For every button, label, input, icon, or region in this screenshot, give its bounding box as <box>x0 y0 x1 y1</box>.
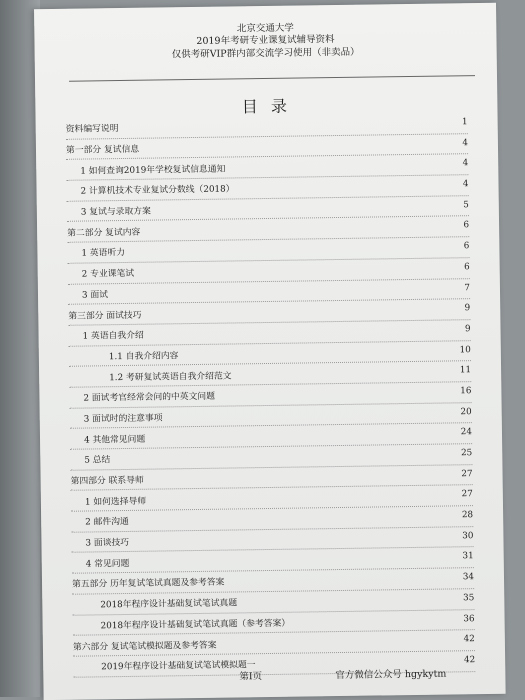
background-left-edge <box>0 0 40 697</box>
toc-entry-title: 资料编写说明 <box>65 124 119 136</box>
toc-entry-title: 4 其他常见问题 <box>83 434 146 446</box>
toc-entry-title: 3 面试 <box>81 290 109 301</box>
toc-entry-title: 3 面试时的注意事项 <box>83 413 163 425</box>
toc-entry-page: 1 <box>461 117 468 128</box>
toc-entry-title: 3 复试与录取方案 <box>80 206 151 218</box>
toc-entry-page: 36 <box>463 613 475 624</box>
toc-entry-page: 6 <box>463 220 470 231</box>
footer-page-number: 第I页 <box>239 671 263 683</box>
toc-entry-title: 2019年程序设计基础复试笔试模拟题一 <box>101 660 256 673</box>
toc-entry-page: 34 <box>462 572 475 583</box>
toc-entry-page: 42 <box>463 655 476 666</box>
toc-entry-page: 4 <box>462 137 469 148</box>
toc-entry-page: 9 <box>464 324 471 335</box>
toc-entry-title: 第四部分 联系导师 <box>70 475 144 487</box>
toc-entry-page: 9 <box>464 303 471 314</box>
header-notice: 仅供考研VIP群内部交流学习使用（非卖品） <box>171 46 360 61</box>
toc-entry-page: 27 <box>461 489 473 500</box>
toc-entry-page: 10 <box>459 344 471 355</box>
toc-entry-page: 31 <box>462 551 474 562</box>
toc-entry-title: 1 英语听力 <box>81 248 126 260</box>
header-rule <box>69 75 475 82</box>
document-page <box>34 3 506 700</box>
header-university: 北京交通大学 <box>236 22 294 35</box>
toc-entry-page: 30 <box>462 530 474 542</box>
toc-entry-page: 6 <box>463 241 470 252</box>
toc-entry-title: 3 面谈技巧 <box>85 538 130 549</box>
toc-entry-page: 7 <box>464 282 471 293</box>
toc-entry-page: 35 <box>463 592 475 604</box>
toc-entry-title: 2 面试考官经常会问的中英文问题 <box>83 392 216 404</box>
toc-entry-page: 28 <box>461 510 474 521</box>
toc-entry-title: 5 总结 <box>84 455 111 466</box>
toc-entry-title: 第三部分 面试技巧 <box>68 310 142 322</box>
toc-entry-page: 20 <box>460 406 472 417</box>
toc-entry-title: 第五部分 历年复试笔试真题及参考答案 <box>71 578 225 591</box>
toc-entry-page: 11 <box>459 365 472 376</box>
header-subtitle: 2019年考研专业课复试辅导资料 <box>196 34 335 47</box>
toc-entry-page: 16 <box>460 386 472 397</box>
toc-entry-page: 4 <box>462 158 469 169</box>
toc-entry-title: 第六部分 复试笔试模拟题及参考答案 <box>72 640 217 653</box>
toc-entry-title: 1 如何选择导师 <box>84 496 147 508</box>
toc-entry-title: 第一部分 复试信息 <box>65 144 140 156</box>
table-of-contents <box>66 113 476 677</box>
toc-entry-title: 2 计算机技术专业复试分数线（2018） <box>80 184 235 197</box>
toc-entry-title: 1 如何查询2019年学校复试信息通知 <box>80 164 226 177</box>
toc-entry-title: 2018年程序设计基础复试笔试真题（参考答案） <box>100 618 291 632</box>
footer-wechat: 官方微信公众号 hgykytm <box>335 668 447 682</box>
toc-entry-title: 2018年程序设计基础复试笔试真题 <box>100 598 238 611</box>
toc-entry-title: 2 邮件沟通 <box>85 517 129 528</box>
toc-entry-page: 4 <box>462 179 469 190</box>
toc-entry-page: 25 <box>460 448 473 459</box>
toc-entry-page: 24 <box>460 427 473 438</box>
toc-entry-page: 5 <box>463 199 469 211</box>
toc-entry-title: 1.2 考研复试英语自我介绍范文 <box>109 371 232 383</box>
toc-entry-title: 1 英语自我介绍 <box>82 330 144 342</box>
toc-entry-title: 第二部分 复试内容 <box>67 227 141 239</box>
toc-entry-title: 2 专业课笔试 <box>81 269 135 280</box>
toc-entry-page: 42 <box>463 634 475 645</box>
toc-title: 目 录 <box>241 96 292 117</box>
toc-entry-title: 1.1 自我介绍内容 <box>108 351 179 363</box>
toc-entry-title: 4 常见问题 <box>85 558 130 570</box>
toc-entry-page: 27 <box>461 468 473 479</box>
toc-entry-page: 6 <box>463 261 470 273</box>
